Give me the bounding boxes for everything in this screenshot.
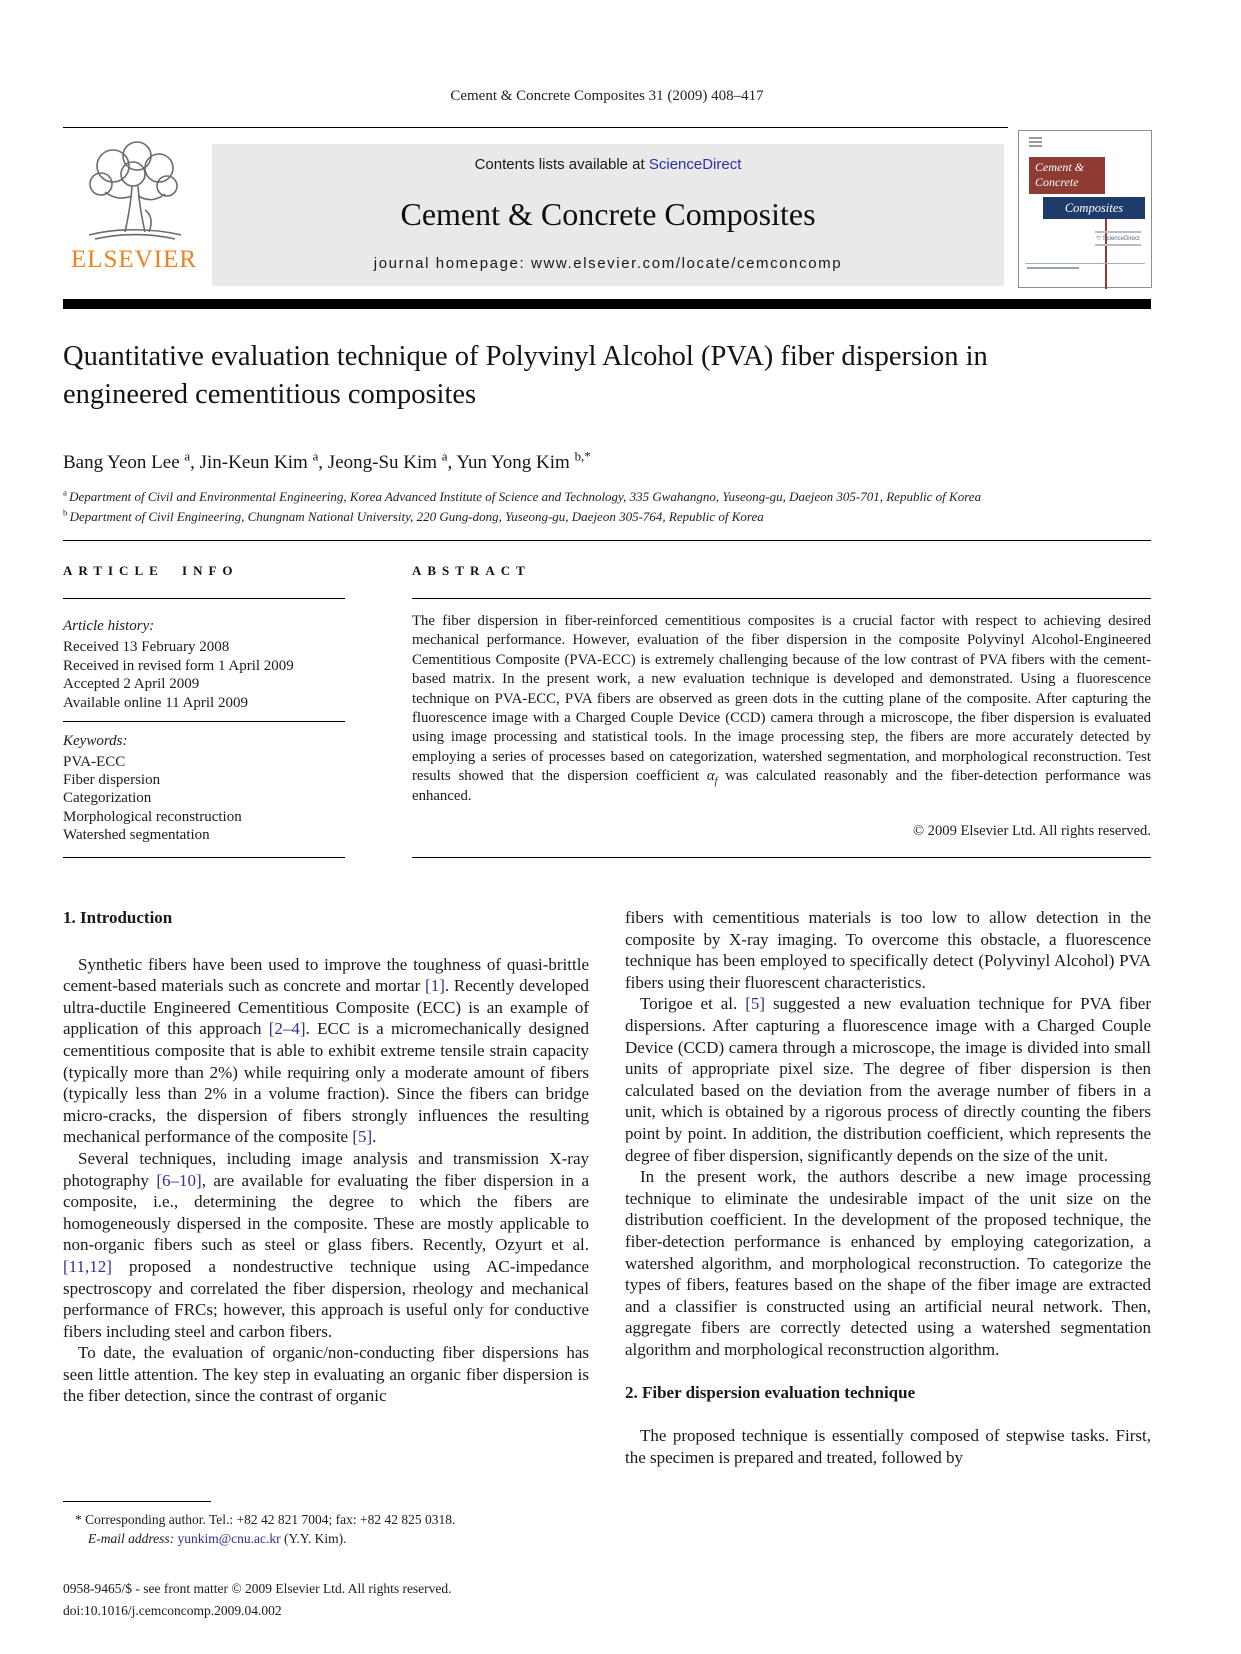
- cover-subtitle-box: Composites: [1043, 197, 1145, 219]
- header-top-rule: [63, 127, 1008, 128]
- text-segment: . ECC is a micromechanically designed cementitious composite that is able to exhibit extreme tensile strain capacity (typically more than 2%) while requiring only a moderate amount of fibers (typically less than 2% in a volume fraction). Since the fibers can bridge micro-cracks, the dispersion of fibers strongly influences the resulting mechanical performance of the composite: [63, 1019, 589, 1147]
- cover-bottom-rule: [1025, 263, 1145, 264]
- author-list: [63, 448, 1073, 474]
- doi-line: doi:10.1016/j.cemconcomp.2009.04.002: [63, 1603, 282, 1618]
- journal-cover-thumbnail: [1018, 130, 1152, 288]
- text-segment: Department of Civil Engineering, Chungnam National University, 220 Gung-dong, Yuseong-gu, Daejeon 305-764, Republic of Korea: [69, 509, 764, 524]
- history-item: Received in revised form 1 April 2009: [63, 657, 294, 674]
- text-segment: α: [706, 768, 715, 785]
- text-segment: The proposed technique is essentially composed of stepwise tasks. First, the specimen is prepared and treated, followed by: [625, 1426, 1151, 1467]
- body-left-column: [63, 899, 589, 1407]
- text-segment: a: [63, 487, 70, 498]
- abstract-header: ABSTRACT: [412, 563, 531, 578]
- cover-title-line2: Concrete: [1035, 175, 1079, 189]
- title-block-rule: [63, 540, 1151, 541]
- citation-link[interactable]: [5]: [352, 1127, 373, 1147]
- citation-link[interactable]: [6–10]: [156, 1170, 202, 1190]
- cover-sciencedirect-mark: [1091, 229, 1145, 248]
- article-history-label: Article history:: [63, 618, 155, 634]
- journal-title: Cement & Concrete Composites: [400, 195, 816, 232]
- article-info-header-rule: [63, 598, 345, 599]
- journal-masthead: [212, 144, 1004, 286]
- elsevier-logo: [63, 140, 205, 290]
- text-segment: , are available for evaluating the fiber dispersion in a composite, i.e., determining the degree to which the fibers are homogeneously dispersed in the composite. These are mostly applicable to non-organic fibers such as steel or glass fibers. Recently, Ozyurt et al.: [63, 1170, 589, 1255]
- body-paragraph: [63, 954, 589, 1148]
- abstract-bottom-rule: [412, 857, 1151, 858]
- text-segment: To date, the evaluation of organic/non-conducting fiber dispersions has seen little attention. The key step in evaluating an organic fiber dispersion is the fiber detection, since the contrast of organic: [63, 1343, 589, 1406]
- cover-microtext-bar: [1095, 231, 1141, 233]
- publisher-emblem-icon: [1029, 137, 1042, 150]
- text-segment: In the present work, the authors describe a new image processing technique to eliminate the undesirable impact of the unit size on the distribution coefficient. In the development of the proposed technique, the fiber-detection performance is enhanced by employing categorization, a watershed algorithm, and morphological reconstruction. To categorize the types of fibers, features based on the shape of the fiber image are extracted and a classifier is constructed using an artificial neural network. Then, aggregate fibers are correctly detected using a watershed segmentation algorithm and morphological reconstruction algorithm.: [625, 1167, 1151, 1359]
- corresponding-author-line: * Corresponding author. Tel.: +82 42 821 7004; fax: +82 42 825 0318.: [75, 1512, 456, 1527]
- citation-link[interactable]: [11,12]: [63, 1256, 112, 1276]
- text-segment: suggested a new evaluation technique for PVA fiber dispersions. After capturing a fluorescence image with a Charged Couple Device (CCD) camera through a microscope, the image is divided into small units of appropriate pixel size. The degree of fiber dispersion is then calculated based on the deviation from the average number of fibers in a unit, which is obtained by a rigorous process of directly counting the fibers point by point. In addition, the distribution coefficient, which represents the degree of fiber dispersion, significantly depends on the size of the unit.: [625, 994, 1151, 1165]
- article-info-bottom-rule: [63, 857, 345, 858]
- history-item: Accepted 2 April 2009: [63, 676, 200, 693]
- masthead-divider-bar: [63, 299, 1151, 309]
- cover-microtext-bar: [1095, 244, 1141, 246]
- text-segment: .: [372, 1127, 377, 1147]
- cover-title-box: [1029, 157, 1105, 194]
- text-segment: proposed a nondestructive technique using AC-impedance spectroscopy and correlated the fiber dispersion, rheology and mechanical performance of FRCs; however, this approach is useful only for conductive fibers including steel and carbon fibers.: [63, 1256, 589, 1341]
- sciencedirect-link[interactable]: ScienceDirect: [648, 156, 742, 173]
- body-paragraph: [63, 1148, 589, 1342]
- cover-url-bar: [1027, 267, 1079, 269]
- text-segment: f: [714, 776, 718, 788]
- text-segment: . Recently developed ultra-ductile Engineered Cementitious Composite (ECC) is an example of application of this approach: [63, 976, 589, 1039]
- body-paragraph: [625, 1425, 1151, 1468]
- text-segment: was calculated reasonably and the fiber-detection performance was enhanced.: [412, 768, 1151, 804]
- footnote-rule: [63, 1501, 211, 1502]
- cover-title-line1: Cement &: [1035, 160, 1084, 174]
- abstract-copyright: © 2009 Elsevier Ltd. All rights reserved.: [912, 823, 1151, 839]
- keywords-list: [63, 753, 345, 844]
- hyperlink[interactable]: yunkim@cnu.ac.kr: [177, 1530, 281, 1546]
- text-segment: Synthetic fibers have been used to improve the toughness of quasi-brittle cement-based materials such as concrete and mortar: [63, 954, 589, 996]
- email-line: [63, 1530, 589, 1549]
- text-segment: E-mail address:: [88, 1530, 178, 1546]
- text-segment: Torigoe et al.: [640, 994, 746, 1014]
- article-title: Quantitative evaluation technique of Polyvinyl Alcohol (PVA) fiber dispersion in engineered cementitious composites: [63, 341, 988, 410]
- elsevier-wordmark: ELSEVIER: [70, 246, 198, 273]
- text-segment: a: [312, 448, 319, 464]
- cover-sciencedirect-text: ▽ ScienceDirect: [1096, 236, 1140, 242]
- contents-prefix-text: Contents lists available at: [474, 156, 649, 173]
- history-item: Available online 11 April 2009: [63, 694, 248, 711]
- text-segment: a: [441, 448, 448, 464]
- article-info-divider-rule: [63, 721, 345, 722]
- keyword-item: Morphological reconstruction: [63, 808, 242, 825]
- corresponding-author-footnote: [63, 1511, 589, 1548]
- text-segment: a: [184, 448, 191, 464]
- text-segment: Several techniques, including image analysis and transmission X-ray photography: [63, 1148, 589, 1190]
- citation-link[interactable]: [2–4]: [268, 1019, 306, 1039]
- history-item: Received 13 February 2008: [63, 639, 230, 655]
- keyword-item: Categorization: [63, 790, 152, 807]
- abstract-text: [412, 612, 1151, 806]
- affiliation-b: [63, 509, 1151, 525]
- elsevier-tree-icon: [63, 140, 205, 244]
- text-segment: , Jeong-Su Kim: [318, 452, 442, 473]
- body-right-column: [625, 899, 1151, 1468]
- citation-link[interactable]: [5]: [745, 994, 766, 1014]
- text-segment: fibers with cementitious materials is too low to allow detection in the composite by X-ray imaging. To overcome this obstacle, a fluorescence technique has been employed to specifically detect (Polyvinyl Alcohol) PVA fibers using their fluorescent characteristics.: [625, 908, 1151, 992]
- keyword-item: Watershed segmentation: [63, 826, 210, 843]
- text-segment: The fiber dispersion in fiber-reinforced cementitious composites is a crucial factor with respect to achieving desired mechanical performance. However, evaluation of the fiber dispersion in the composite Polyvinyl Alcohol-Engineered Cementitious Composite (PVA-ECC) is extremely challenging because of the low contrast of PVA fibers with the cement-based matrix. In the present work, a new evaluation technique is developed and demonstrated. Using a fluorescence technique on PVA-ECC, PVA fibers are observed as green dots in the cutting plane of the composite. After capturing the fluorescence image with a Charged Couple Device (CCD) camera through a microscope, the fiber dispersion is evaluated using image processing and statistical tools. In the image processing step, the fibers are more accurately detected by employing a series of processes based on categorization, watershed segmentation, and morphological reconstruction. Test results showed that the dispersion coefficient: [412, 613, 1151, 785]
- body-paragraph: [63, 1342, 589, 1407]
- article-history-list: [63, 638, 345, 712]
- keywords-label: Keywords:: [63, 733, 128, 749]
- article-info-header: ARTICLE INFO: [63, 563, 239, 578]
- citation-link[interactable]: [1]: [425, 976, 445, 996]
- text-segment: b,*: [574, 448, 591, 464]
- body-paragraph: [625, 993, 1151, 1166]
- issn-copyright-line: 0958-9465/$ - see front matter © 2009 Elsevier Ltd. All rights reserved.: [63, 1581, 452, 1596]
- text-segment: Bang Yeon Lee: [63, 452, 185, 473]
- body-paragraph: [625, 907, 1151, 993]
- affiliation-a: [63, 489, 1151, 505]
- journal-citation-line: Cement & Concrete Composites 31 (2009) 408–417: [450, 88, 764, 104]
- section-heading-introduction: 1. Introduction: [63, 908, 173, 927]
- text-segment: b: [63, 507, 70, 518]
- journal-homepage-link[interactable]: journal homepage: www.elsevier.com/locate/cemconcomp: [373, 255, 843, 272]
- text-segment: (Y.Y. Kim).: [280, 1530, 347, 1546]
- keyword-item: Fiber dispersion: [63, 772, 161, 789]
- body-paragraph: [625, 1166, 1151, 1360]
- text-segment: Department of Civil and Environmental Engineering, Korea Advanced Institute of Science and Technology, 335 Gwahangno, Yuseong-gu, Daejeon 305-701, Republic of Korea: [69, 489, 982, 504]
- text-segment: , Jin-Keun Kim: [190, 452, 313, 473]
- text-segment: , Yun Yong Kim: [447, 452, 575, 473]
- section-heading-fiber-dispersion: 2. Fiber dispersion evaluation technique: [625, 1383, 916, 1403]
- abstract-header-rule: [412, 598, 1151, 599]
- contents-list-line: [475, 156, 742, 173]
- keyword-item: PVA-ECC: [63, 754, 126, 770]
